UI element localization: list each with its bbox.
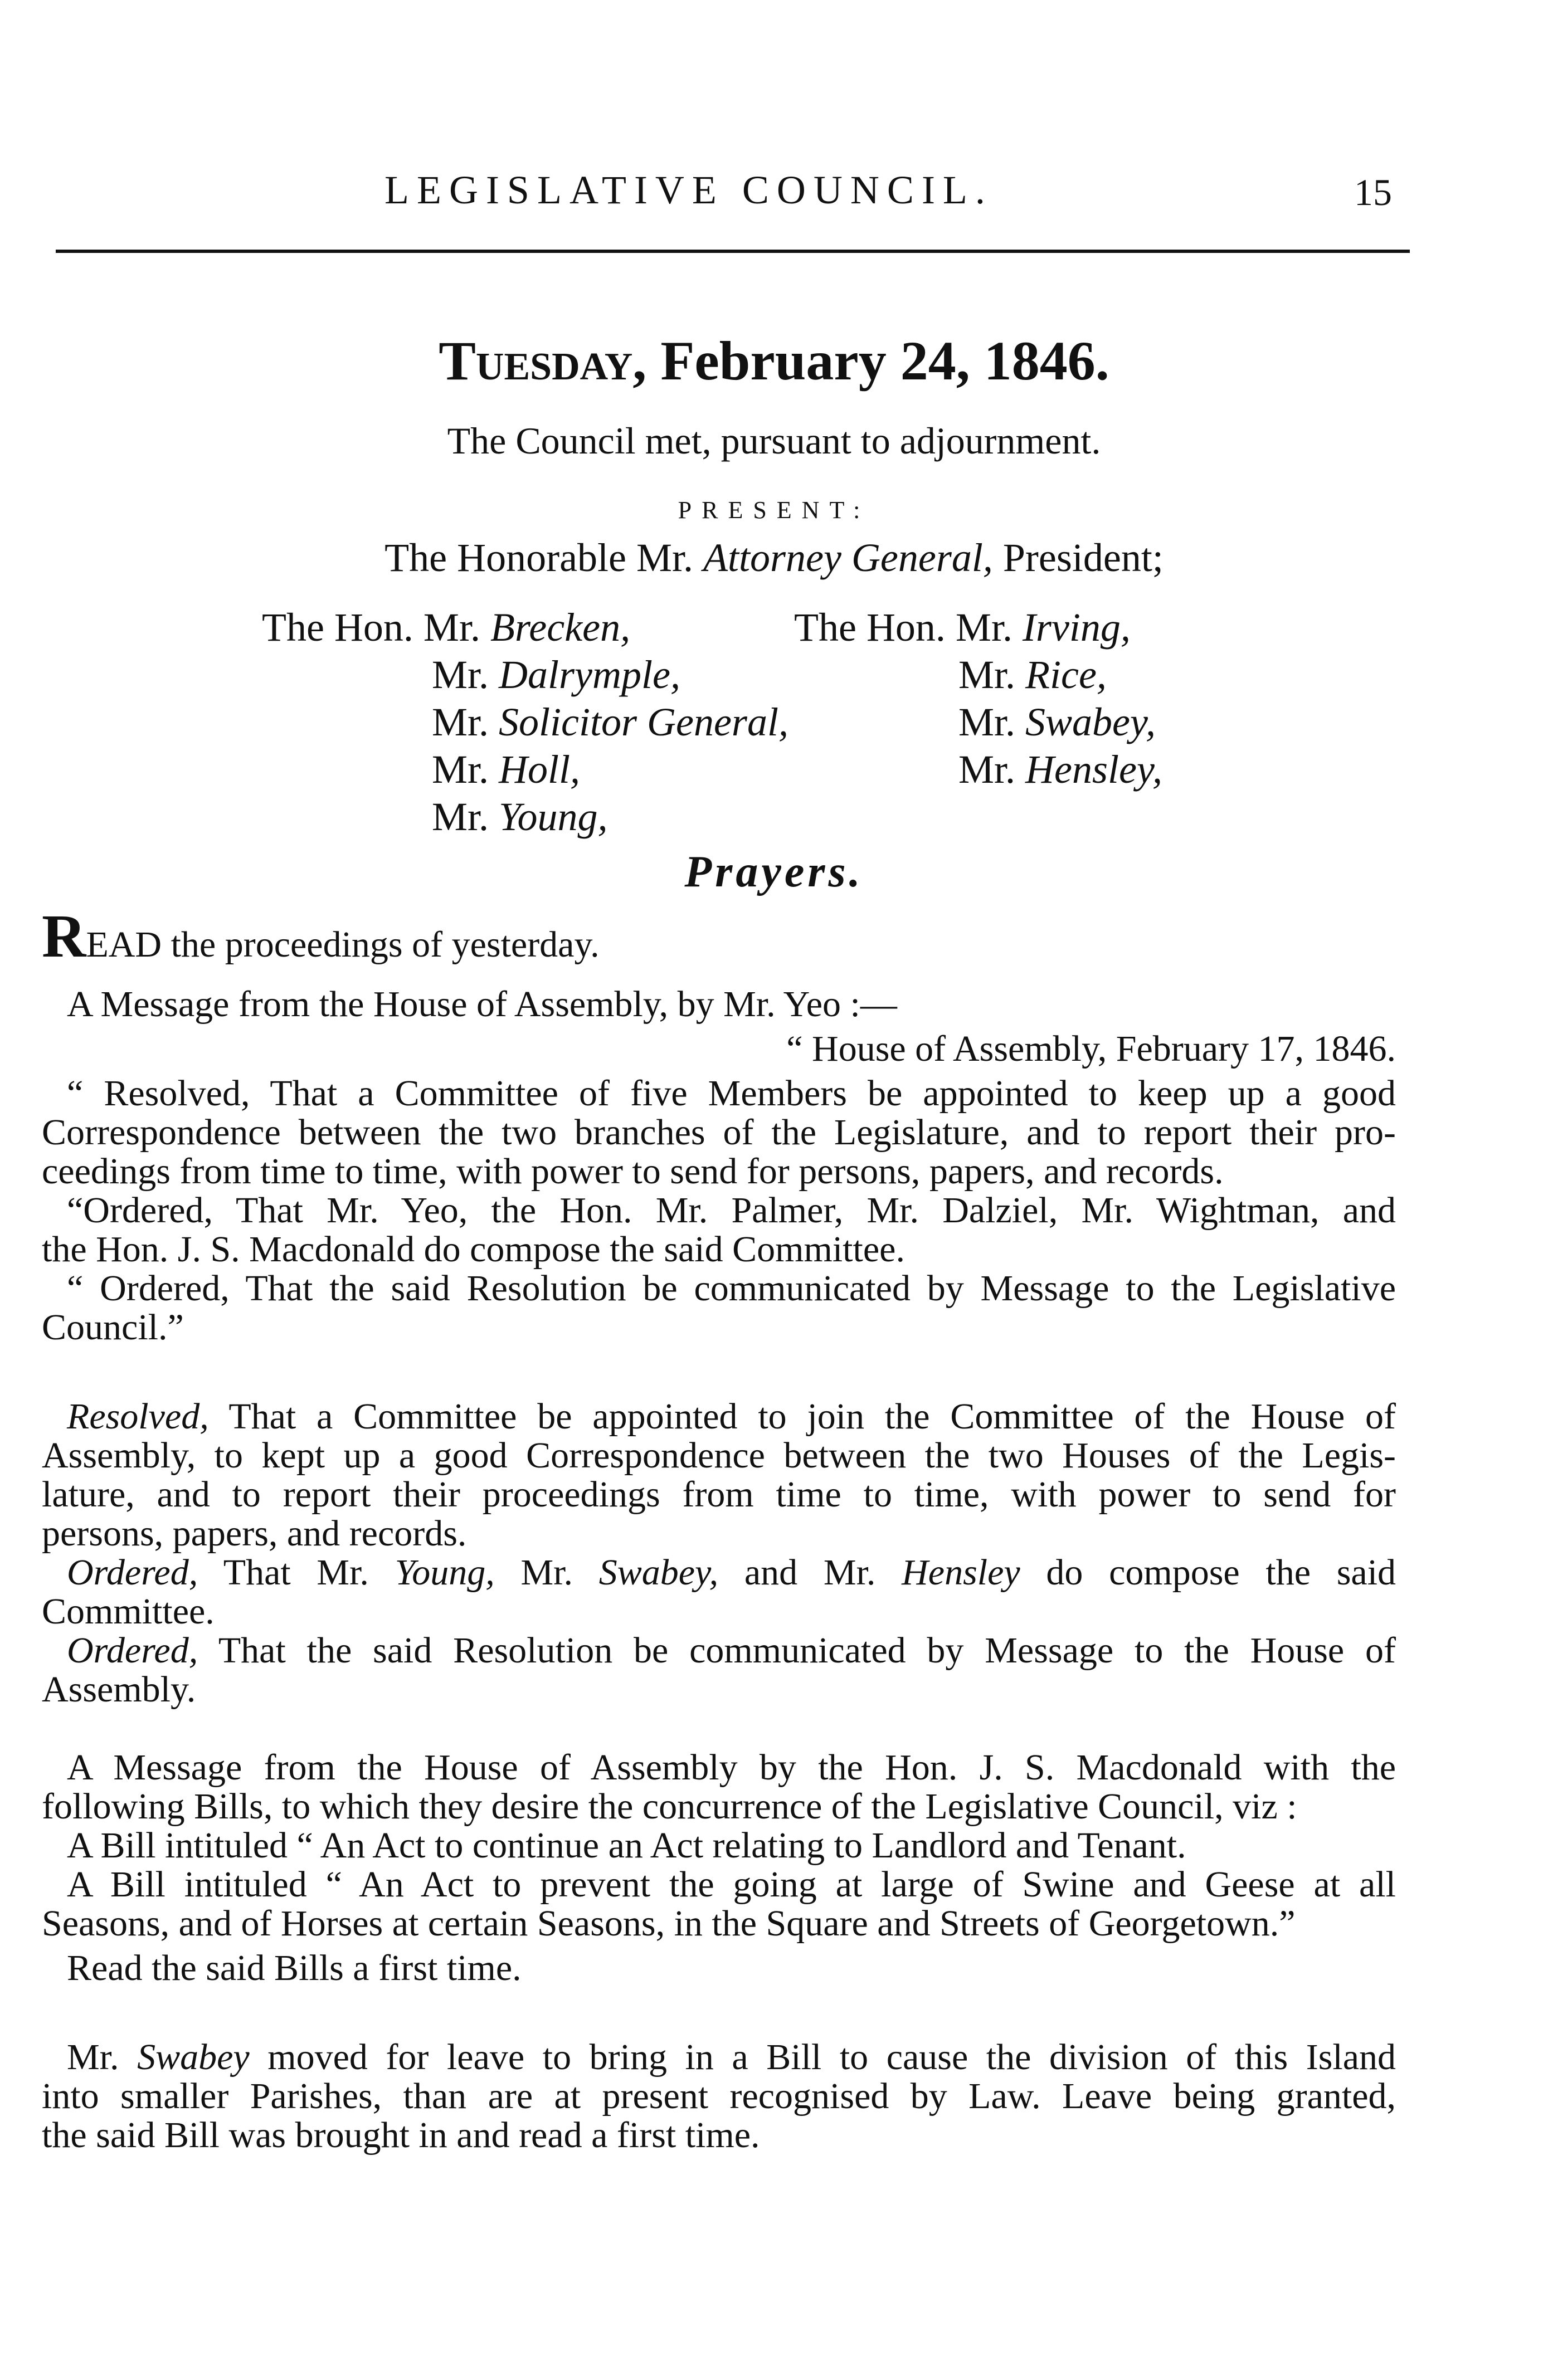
council-resolved-line (67, 1396, 1396, 1438)
president-name: Attorney General, (703, 535, 993, 580)
council-ordered2-line: Assembly. (42, 1669, 196, 1710)
message-intro: A Message from the House of Assembly, by Mr. Yeo :— (67, 984, 897, 1025)
message-resolved-line: ceedings from time to time, with power to send for persons, papers, and records. (42, 1151, 1224, 1192)
member-name: Swabey, (1025, 700, 1156, 744)
date-heading-day: Tuesday, (439, 330, 647, 392)
resolved-label: Resolved, (67, 1396, 209, 1437)
council-ordered2-line (67, 1630, 1396, 1672)
member-prefix: Mr. (432, 700, 489, 744)
member-prefix: Mr. (432, 652, 489, 697)
member-right-2 (958, 652, 1107, 698)
member-left-4 (432, 747, 580, 793)
member-prefix: Mr. (432, 747, 489, 792)
message-ordered2-line: Council.” (42, 1307, 184, 1348)
member-right-1 (794, 604, 1131, 651)
bill-1-line: A Bill intituled “ An Act to continue an Act relating to Landlord and Tenant. (67, 1825, 1186, 1866)
council-resolved-line: Assembly, to kept up a good Correspondence between the two Houses of the Legis- (42, 1435, 1396, 1476)
member-right-3 (958, 699, 1156, 745)
bill-2-line: A Bill intituled “ An Act to prevent the going at large of Swine and Geese at all (67, 1864, 1396, 1905)
bills-read-line: Read the said Bills a first time. (67, 1948, 522, 1988)
ordered-label: Ordered, (67, 1630, 198, 1671)
member-prefix: Mr. (958, 747, 1016, 792)
resolved-text: That a Committee be appointed to join the Committee of the House of (228, 1396, 1396, 1437)
member-name: Hensley (902, 1552, 1020, 1593)
message-dateline: “ House of Assembly, February 17, 1846. (786, 1028, 1396, 1069)
message-ordered1-line: “Ordered, That Mr. Yeo, the Hon. Mr. Palmer, Mr. Dalziel, Mr. Wightman, and (67, 1190, 1396, 1231)
member-prefix: Mr. (958, 700, 1016, 744)
ordered-text: That Mr. (223, 1552, 369, 1593)
member-left-5 (432, 794, 607, 840)
member-name: Swabey, (598, 1552, 719, 1593)
council-resolved-line: persons, papers, and records. (42, 1513, 467, 1554)
member-prefix: The Hon. Mr. (794, 605, 1012, 650)
bill-2-line: Seasons, and of Horses at certain Seasons, in the Square and Streets of Georgetown.” (42, 1903, 1296, 1944)
member-name: Solicitor General, (499, 700, 788, 744)
bills-message-line: following Bills, to which they desire the concurrence of the Legislative Council, viz : (42, 1786, 1297, 1827)
council-ordered1-line: Committee. (42, 1591, 215, 1632)
ordered-text: do compose the said (1046, 1552, 1396, 1593)
member-prefix: Mr. (958, 652, 1016, 697)
member-name: Young, (499, 794, 608, 839)
member-left-3 (432, 699, 788, 745)
message-ordered2-line: “ Ordered, That the said Resolution be communicated by Message to the Legislative (67, 1268, 1396, 1309)
header-rule (56, 250, 1410, 253)
member-left-1 (262, 604, 630, 651)
ordered-text: and Mr. (744, 1552, 876, 1593)
message-ordered1-line: the Hon. J. S. Macdonald do compose the said Committee. (42, 1229, 905, 1270)
read-line (42, 902, 600, 970)
member-name: Irving, (1022, 605, 1131, 650)
member-name: Dalrymple, (499, 652, 680, 697)
member-name: Swabey (137, 2037, 250, 2077)
ordered-label: Ordered, (67, 1552, 198, 1593)
president-suffix: President; (1002, 535, 1164, 580)
member-prefix: Mr. (432, 794, 489, 839)
motion-prefix: Mr. (67, 2037, 119, 2077)
ordered-text: Mr. (520, 1552, 573, 1593)
member-prefix: The Hon. Mr. (262, 605, 480, 650)
council-ordered1-line (67, 1552, 1396, 1594)
present-label: PRESENT: (678, 496, 870, 524)
swabey-motion-line: the said Bill was brought in and read a first time. (42, 2115, 760, 2155)
message-resolved-line: “ Resolved, That a Committee of five Members be appointed to keep up a good (67, 1073, 1396, 1114)
page-number: 15 (1354, 171, 1392, 213)
swabey-motion-line (67, 2036, 1396, 2079)
president-line (0, 535, 1548, 581)
prayers-heading: Prayers. (684, 847, 864, 896)
member-name: Hensley, (1025, 747, 1162, 792)
read-line-text: EAD the proceedings of yesterday. (86, 924, 600, 965)
president-prefix: The Honorable Mr. (384, 535, 694, 580)
bills-message-line: A Message from the House of Assembly by the Hon. J. S. Macdonald with the (67, 1747, 1396, 1788)
drop-cap: R (42, 902, 86, 970)
member-name: Young, (395, 1552, 495, 1593)
council-resolved-line: lature, and to report their proceedings from time to time, with power to send for (42, 1474, 1396, 1515)
member-left-2 (432, 652, 680, 698)
opening-line: The Council met, pursuant to adjournment. (447, 420, 1101, 462)
swabey-motion-line: into smaller Parishes, than are at present recognised by Law. Leave being granted, (42, 2076, 1396, 2116)
message-resolved-line: Correspondence between the two branches of the Legislature, and to report their pro- (42, 1112, 1396, 1153)
member-name: Rice, (1025, 652, 1107, 697)
ordered-text: That the said Resolution be communicated by Message to the House of (218, 1630, 1396, 1671)
date-heading (0, 329, 1548, 393)
member-name: Holl, (499, 747, 581, 792)
date-heading-date: February 24, 1846. (660, 330, 1109, 392)
member-name: Brecken, (490, 605, 631, 650)
motion-text: moved for leave to bring in a Bill to cause the division of this Island (267, 2037, 1396, 2077)
member-right-4 (958, 747, 1162, 793)
running-title: LEGISLATIVE COUNCIL. (384, 168, 993, 212)
